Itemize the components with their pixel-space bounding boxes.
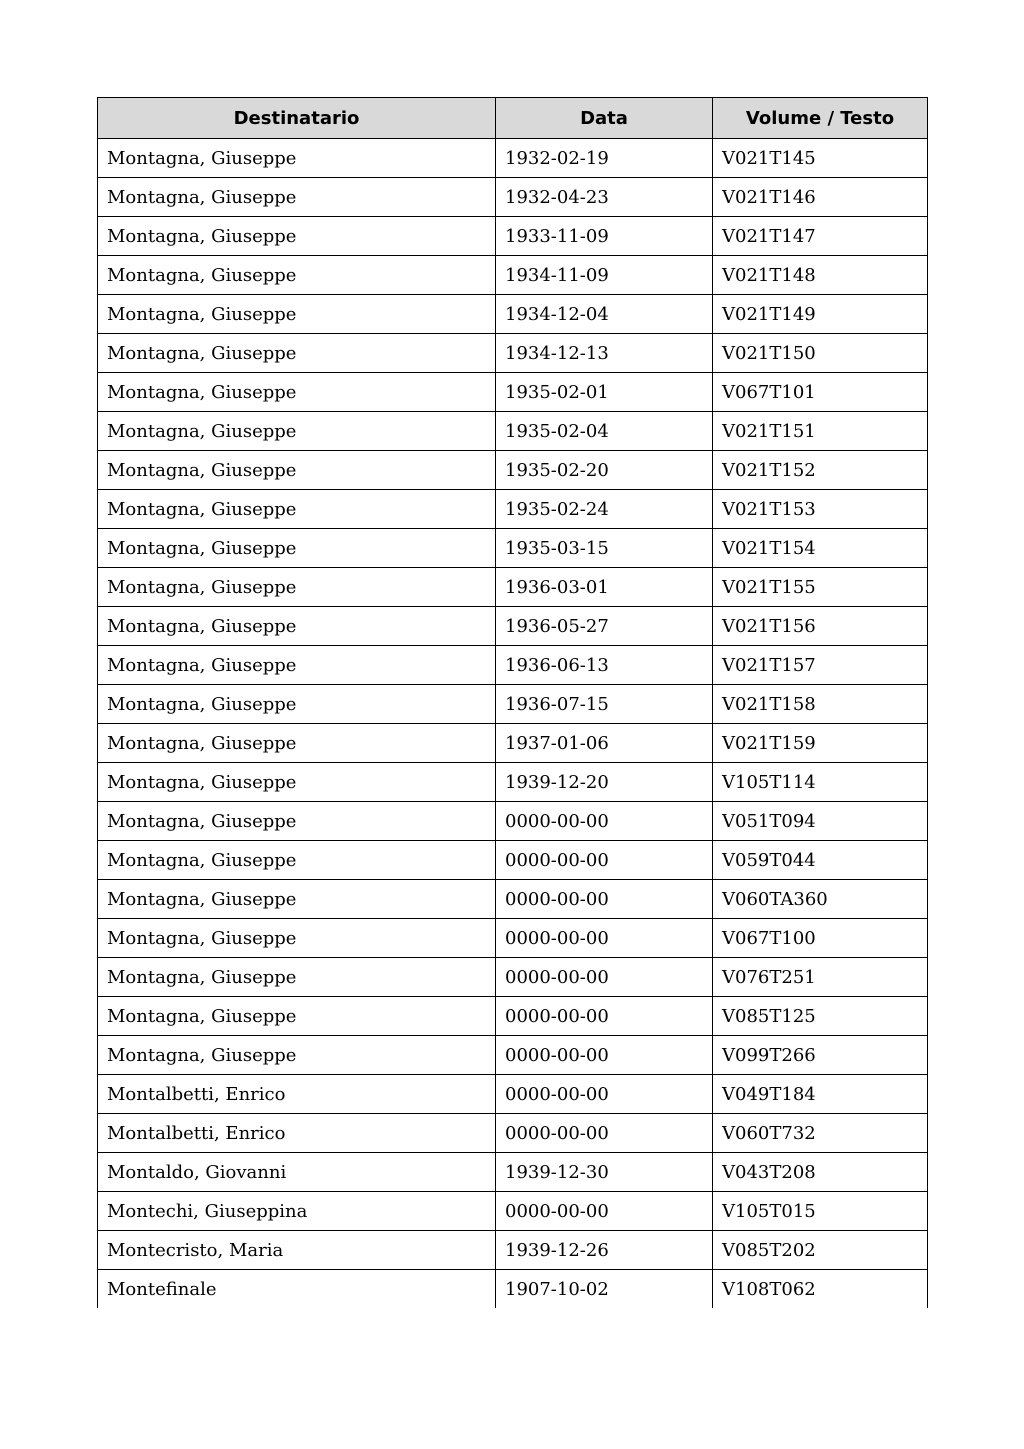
- recipient-cell: Montagna, Giuseppe: [98, 685, 496, 724]
- table-row: [98, 802, 928, 841]
- table-row: [98, 997, 928, 1036]
- table-row: [98, 1036, 928, 1075]
- volume-text-cell: V021T159: [713, 724, 928, 763]
- date-cell: 1932-02-19: [496, 139, 713, 178]
- volume-text-cell: V085T125: [713, 997, 928, 1036]
- recipient-cell: Montagna, Giuseppe: [98, 256, 496, 295]
- volume-text-cell: V060T732: [713, 1114, 928, 1153]
- volume-text-cell: V067T101: [713, 373, 928, 412]
- recipient-cell: Montecristo, Maria: [98, 1231, 496, 1270]
- table-row: [98, 1153, 928, 1192]
- recipient-cell: Montagna, Giuseppe: [98, 295, 496, 334]
- date-cell: 1935-02-24: [496, 490, 713, 529]
- date-cell: 1936-06-13: [496, 646, 713, 685]
- volume-text-cell: V021T157: [713, 646, 928, 685]
- recipient-cell: Montagna, Giuseppe: [98, 880, 496, 919]
- volume-text-cell: V051T094: [713, 802, 928, 841]
- volume-text-cell: V021T149: [713, 295, 928, 334]
- volume-text-cell: V076T251: [713, 958, 928, 997]
- recipient-cell: Montaldo, Giovanni: [98, 1153, 496, 1192]
- table-row: [98, 880, 928, 919]
- table-row: [98, 412, 928, 451]
- table-row: [98, 1270, 928, 1309]
- table-row: [98, 529, 928, 568]
- recipient-cell: Montechi, Giuseppina: [98, 1192, 496, 1231]
- volume-text-cell: V105T114: [713, 763, 928, 802]
- table-row: [98, 958, 928, 997]
- date-cell: 0000-00-00: [496, 958, 713, 997]
- volume-text-cell: V043T208: [713, 1153, 928, 1192]
- volume-text-cell: V108T062: [713, 1270, 928, 1309]
- table-row: [98, 178, 928, 217]
- table-row: [98, 1075, 928, 1114]
- column-header-volume-testo: Volume / Testo: [713, 98, 928, 139]
- recipient-cell: Montagna, Giuseppe: [98, 997, 496, 1036]
- recipient-cell: Montagna, Giuseppe: [98, 568, 496, 607]
- date-cell: 1936-03-01: [496, 568, 713, 607]
- date-cell: 1939-12-26: [496, 1231, 713, 1270]
- date-cell: 1932-04-23: [496, 178, 713, 217]
- table-row: [98, 724, 928, 763]
- date-cell: 0000-00-00: [496, 1036, 713, 1075]
- table-row: [98, 763, 928, 802]
- header-row: [98, 98, 928, 139]
- recipient-cell: Montagna, Giuseppe: [98, 841, 496, 880]
- volume-text-cell: V021T145: [713, 139, 928, 178]
- table-body: [98, 139, 928, 1309]
- table-row: [98, 841, 928, 880]
- table-row: [98, 1231, 928, 1270]
- date-cell: 1935-03-15: [496, 529, 713, 568]
- recipient-cell: Montagna, Giuseppe: [98, 529, 496, 568]
- volume-text-cell: V099T266: [713, 1036, 928, 1075]
- volume-text-cell: V021T150: [713, 334, 928, 373]
- date-cell: 0000-00-00: [496, 802, 713, 841]
- date-cell: 0000-00-00: [496, 997, 713, 1036]
- volume-text-cell: V059T044: [713, 841, 928, 880]
- table-row: [98, 256, 928, 295]
- table-row: [98, 373, 928, 412]
- date-cell: 1933-11-09: [496, 217, 713, 256]
- date-cell: 1934-11-09: [496, 256, 713, 295]
- date-cell: 1935-02-20: [496, 451, 713, 490]
- volume-text-cell: V021T158: [713, 685, 928, 724]
- recipient-cell: Montagna, Giuseppe: [98, 334, 496, 373]
- date-cell: 1936-07-15: [496, 685, 713, 724]
- table-row: [98, 568, 928, 607]
- recipient-cell: Montagna, Giuseppe: [98, 217, 496, 256]
- volume-text-cell: V021T147: [713, 217, 928, 256]
- volume-text-cell: V021T155: [713, 568, 928, 607]
- date-cell: 1934-12-04: [496, 295, 713, 334]
- volume-text-cell: V021T152: [713, 451, 928, 490]
- recipient-cell: Montefinale: [98, 1270, 496, 1309]
- table-row: [98, 334, 928, 373]
- recipient-cell: Montagna, Giuseppe: [98, 646, 496, 685]
- column-header-data: Data: [496, 98, 713, 139]
- volume-text-cell: V021T151: [713, 412, 928, 451]
- volume-text-cell: V105T015: [713, 1192, 928, 1231]
- date-cell: 1939-12-20: [496, 763, 713, 802]
- recipient-cell: Montagna, Giuseppe: [98, 763, 496, 802]
- recipient-cell: Montagna, Giuseppe: [98, 178, 496, 217]
- date-cell: 0000-00-00: [496, 1075, 713, 1114]
- table-header: [98, 98, 928, 139]
- volume-text-cell: V049T184: [713, 1075, 928, 1114]
- date-cell: 1935-02-01: [496, 373, 713, 412]
- date-cell: 1907-10-02: [496, 1270, 713, 1309]
- letters-table: [97, 97, 928, 1308]
- recipient-cell: Montagna, Giuseppe: [98, 139, 496, 178]
- recipient-cell: Montagna, Giuseppe: [98, 958, 496, 997]
- volume-text-cell: V021T153: [713, 490, 928, 529]
- table-row: [98, 295, 928, 334]
- recipient-cell: Montagna, Giuseppe: [98, 802, 496, 841]
- recipient-cell: Montagna, Giuseppe: [98, 373, 496, 412]
- volume-text-cell: V021T146: [713, 178, 928, 217]
- recipient-cell: Montagna, Giuseppe: [98, 724, 496, 763]
- recipient-cell: Montagna, Giuseppe: [98, 451, 496, 490]
- recipient-cell: Montagna, Giuseppe: [98, 607, 496, 646]
- recipient-cell: Montagna, Giuseppe: [98, 412, 496, 451]
- table-row: [98, 490, 928, 529]
- column-header-destinatario: Destinatario: [98, 98, 496, 139]
- volume-text-cell: V085T202: [713, 1231, 928, 1270]
- date-cell: 0000-00-00: [496, 1192, 713, 1231]
- recipient-cell: Montalbetti, Enrico: [98, 1075, 496, 1114]
- table-row: [98, 607, 928, 646]
- date-cell: 0000-00-00: [496, 841, 713, 880]
- table-row: [98, 217, 928, 256]
- date-cell: 1934-12-13: [496, 334, 713, 373]
- table-row: [98, 1114, 928, 1153]
- table-row: [98, 919, 928, 958]
- recipient-cell: Montagna, Giuseppe: [98, 919, 496, 958]
- date-cell: 1939-12-30: [496, 1153, 713, 1192]
- date-cell: 1937-01-06: [496, 724, 713, 763]
- date-cell: 1935-02-04: [496, 412, 713, 451]
- volume-text-cell: V021T154: [713, 529, 928, 568]
- volume-text-cell: V060TA360: [713, 880, 928, 919]
- table-row: [98, 646, 928, 685]
- date-cell: 0000-00-00: [496, 880, 713, 919]
- table-row: [98, 1192, 928, 1231]
- volume-text-cell: V067T100: [713, 919, 928, 958]
- table-row: [98, 451, 928, 490]
- date-cell: 0000-00-00: [496, 1114, 713, 1153]
- table-row: [98, 139, 928, 178]
- date-cell: 0000-00-00: [496, 919, 713, 958]
- volume-text-cell: V021T148: [713, 256, 928, 295]
- recipient-cell: Montalbetti, Enrico: [98, 1114, 496, 1153]
- table-row: [98, 685, 928, 724]
- recipient-cell: Montagna, Giuseppe: [98, 490, 496, 529]
- volume-text-cell: V021T156: [713, 607, 928, 646]
- recipient-cell: Montagna, Giuseppe: [98, 1036, 496, 1075]
- date-cell: 1936-05-27: [496, 607, 713, 646]
